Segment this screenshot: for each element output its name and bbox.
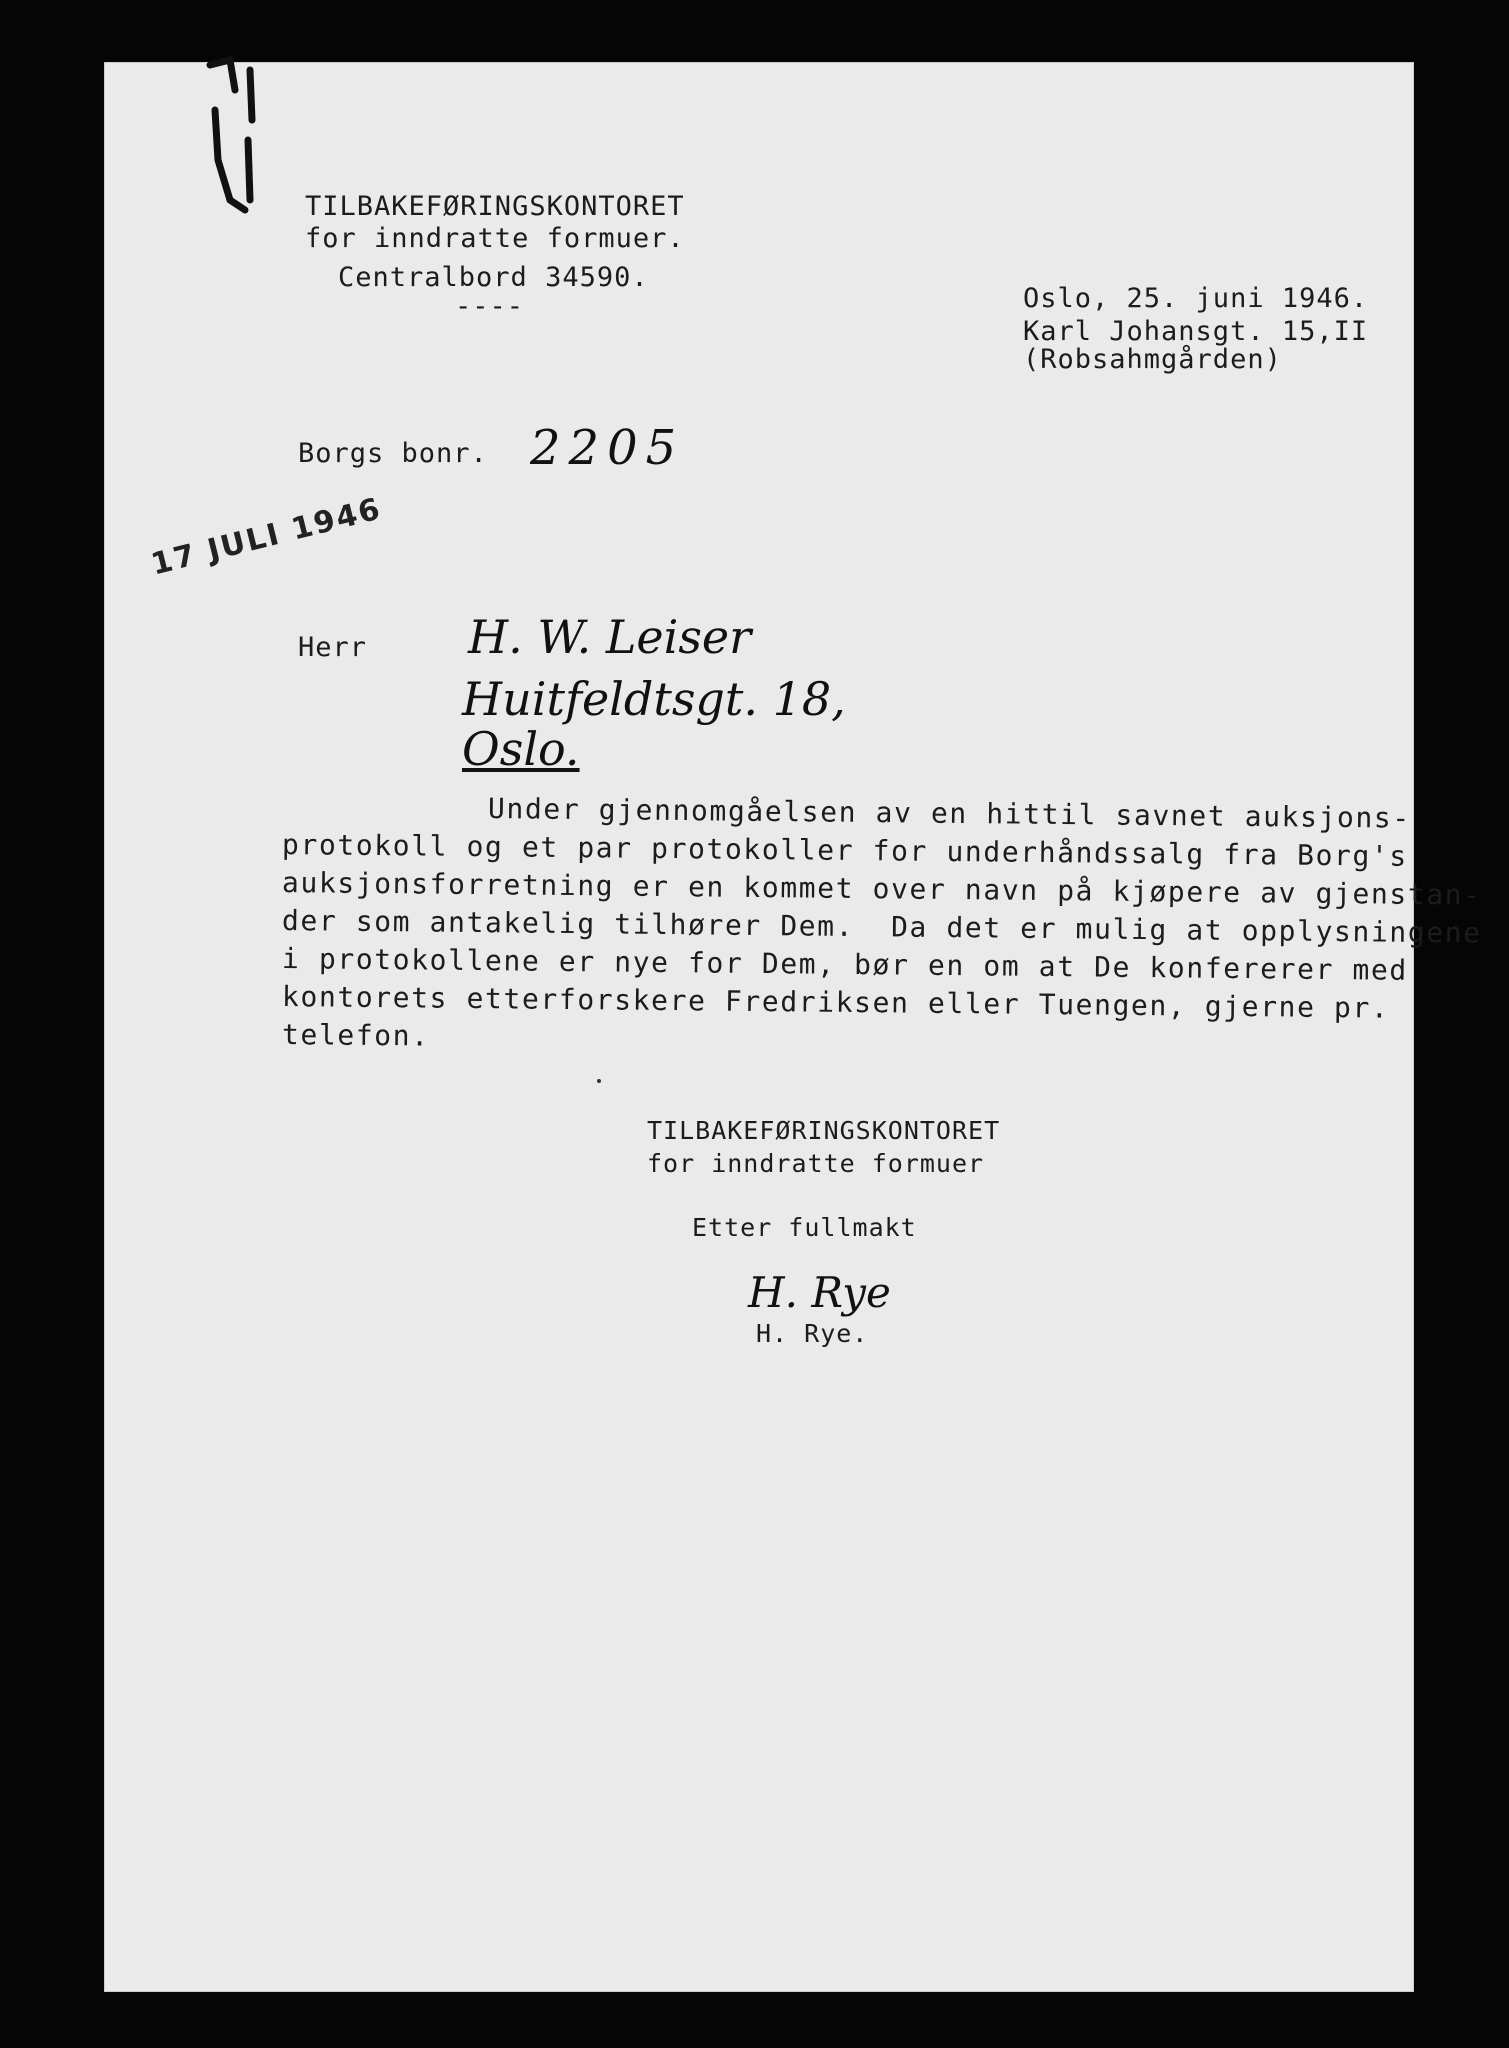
reference-number: 2205: [530, 420, 685, 476]
body-line: auksjonsforretning er en kommet over navn på kjøpere av gjenstan-: [281, 866, 1482, 912]
letterhead-phone: Centralbord 34590.: [338, 262, 649, 293]
closing-org: TILBAKEFØRINGSKONTORET: [647, 1116, 1001, 1145]
recipient-city: Oslo.: [462, 722, 580, 776]
building-line: (Robsahmgården): [1023, 344, 1282, 375]
body-line: protokoll og et par protokoller for underhåndssalg fra Borg's: [281, 828, 1409, 873]
letterhead-rule: ----: [455, 291, 525, 322]
reference-label: Borgs bonr.: [298, 438, 488, 469]
handwritten-signature: H. Rye: [748, 1268, 891, 1317]
address-line: Karl Johansgt. 15,II: [1023, 316, 1369, 347]
received-date-stamp: 17 JULI 1946: [147, 491, 386, 583]
body-line: i protokollene er nye for Dem, bør en om at De konfererer med: [281, 942, 1409, 987]
signer-typed-name: H. Rye.: [756, 1319, 869, 1348]
salutation: Herr: [298, 632, 368, 663]
body-line: kontorets etterforskere Fredriksen eller Tuengen, gjerne pr.: [281, 980, 1390, 1025]
recipient-name: H. W. Leiser: [468, 610, 752, 664]
body-line: telefon.: [281, 1018, 430, 1053]
date-line: Oslo, 25. juni 1946.: [1023, 283, 1369, 314]
paper-clip-mark: [190, 50, 280, 220]
letterhead-subtitle: for inndratte formuer.: [305, 223, 685, 254]
letterhead-org: TILBAKEFØRINGSKONTORET: [305, 191, 685, 222]
closing-subtitle: for inndratte formuer: [647, 1149, 985, 1178]
body-line: Under gjennomgåelsen av en hittil savnet auksjons-: [487, 792, 1411, 835]
ink-dot: [597, 1079, 601, 1083]
closing-authority: Etter fullmakt: [692, 1213, 917, 1242]
body-line: der som antakelig tilhører Dem. Da det er mulig at opplysningene: [281, 904, 1482, 950]
recipient-street: Huitfeldtsgt. 18,: [462, 672, 846, 726]
